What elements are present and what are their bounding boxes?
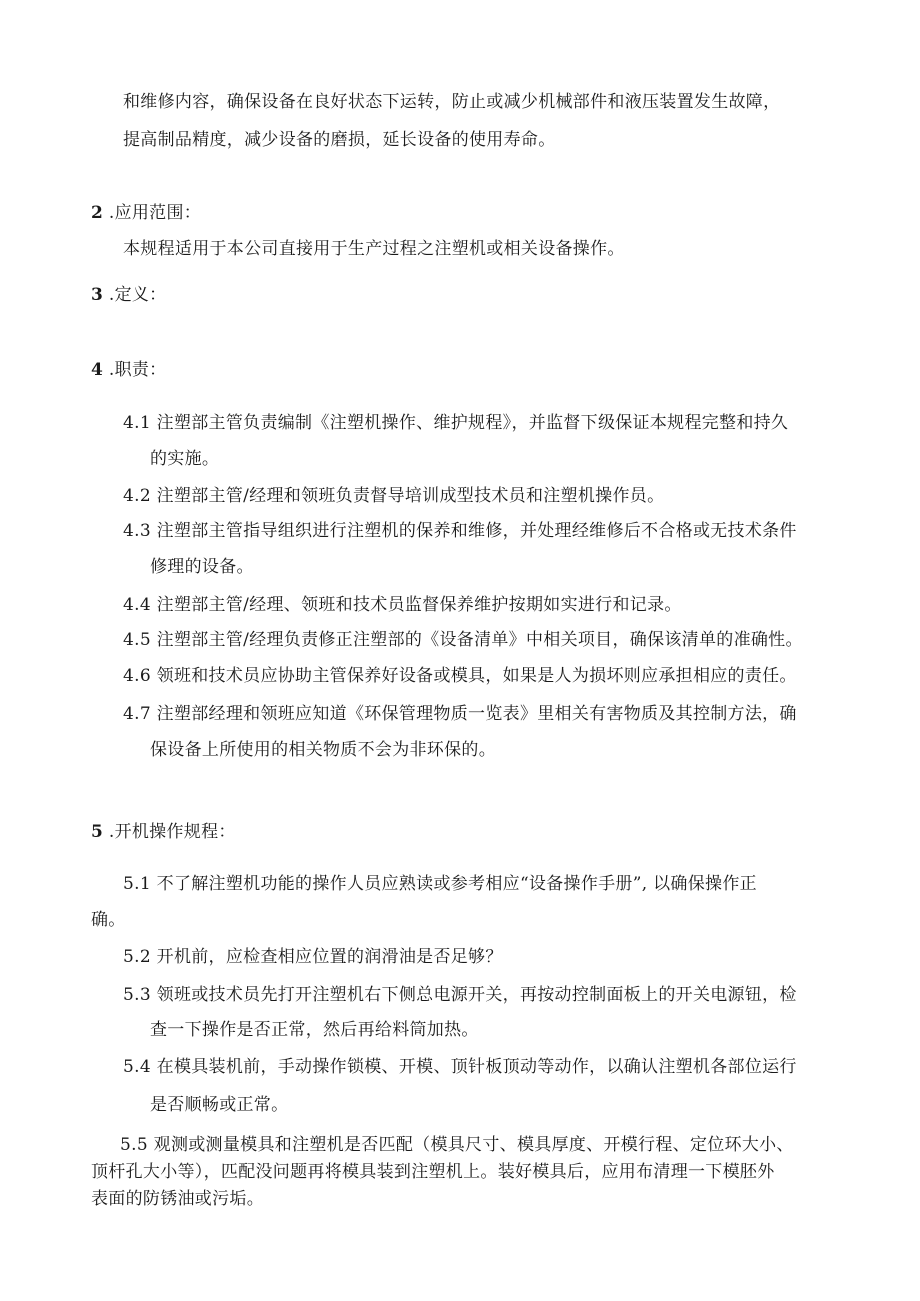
section-5-title: .开机操作规程： (108, 822, 236, 842)
item-4-5: 4.5 注塑部主管/经理负责修正注塑部的《设备清单》中相关项目，确保该清单的准确性。 (123, 630, 803, 650)
section-2-title: .应用范围： (108, 203, 202, 223)
section-4-heading (91, 358, 166, 382)
section-5-number: 5 (91, 822, 104, 842)
item-5-5-line-3: 表面的防锈油或污垢。 (91, 1189, 264, 1209)
item-4-7-line-2: 保设备上所使用的相关物质不会为非环保的。 (150, 740, 496, 760)
item-4-1-line-2: 的实施。 (150, 449, 220, 469)
item-5-4-line-1: 5.4 在模具装机前，手动操作锁模、开模、顶针板顶动等动作，以确认注塑机各部位运行 (123, 1057, 797, 1077)
item-5-3-line-2: 查一下操作是否正常，然后再给料筒加热。 (150, 1020, 479, 1040)
item-4-4: 4.4 注塑部主管/经理、领班和技术员监督保养维护按期如实进行和记录。 (123, 595, 682, 615)
intro-line-2: 提高制品精度，减少设备的磨损，延长设备的使用寿命。 (123, 130, 556, 150)
section-4-number: 4 (91, 360, 104, 380)
section-4-title: .职责： (108, 360, 167, 380)
item-5-5-line-2: 顶杆孔大小等），匹配没问题再将模具装到注塑机上。装好模具后，应用布清理一下模胚外 (91, 1162, 775, 1182)
item-5-1-line-1: 5.1 不了解注塑机功能的操作人员应熟读或参考相应“设备操作手册”, 以确保操作正 (123, 874, 757, 894)
item-4-3-line-2: 修理的设备。 (150, 557, 254, 577)
item-4-7-line-1: 4.7 注塑部经理和领班应知道《环保管理物质一览表》里相关有害物质及其控制方法，确 (123, 704, 797, 724)
section-2-heading (91, 201, 201, 225)
item-5-5-line-1: 5.5 观测或测量模具和注塑机是否匹配（模具尺寸、模具厚度、开模行程、定位环大小、 (120, 1135, 794, 1155)
section-5-heading (91, 820, 236, 844)
item-5-3-line-1: 5.3 领班或技术员先打开注塑机右下侧总电源开关，再按动控制面板上的开关电源钮，检 (123, 985, 797, 1005)
item-5-2: 5.2 开机前，应检查相应位置的润滑油是否足够？ (123, 947, 503, 967)
item-4-6: 4.6 领班和技术员应协助主管保养好设备或模具，如果是人为损坏则应承担相应的责任。 (123, 666, 797, 686)
item-4-3-line-1: 4.3 注塑部主管指导组织进行注塑机的保养和维修，并处理经维修后不合格或无技术条件 (123, 521, 797, 541)
intro-line-1: 和维修内容，确保设备在良好状态下运转，防止或减少机械部件和液压装置发生故障， (123, 92, 781, 112)
item-4-1-line-1: 4.1 注塑部主管负责编制《注塑机操作、维护规程》，并监督下级保证本规程完整和持久 (123, 413, 789, 433)
item-5-1-line-2: 确。 (91, 910, 126, 930)
section-3-title: .定义： (108, 285, 167, 305)
item-5-4-line-2: 是否顺畅或正常。 (150, 1095, 289, 1115)
section-3-heading (91, 283, 166, 307)
section-2-number: 2 (91, 203, 104, 223)
section-2-body: 本规程适用于本公司直接用于生产过程之注塑机或相关设备操作。 (123, 239, 625, 259)
item-4-2: 4.2 注塑部主管/经理和领班负责督导培训成型技术员和注塑机操作员。 (123, 486, 665, 506)
section-3-number: 3 (91, 285, 104, 305)
